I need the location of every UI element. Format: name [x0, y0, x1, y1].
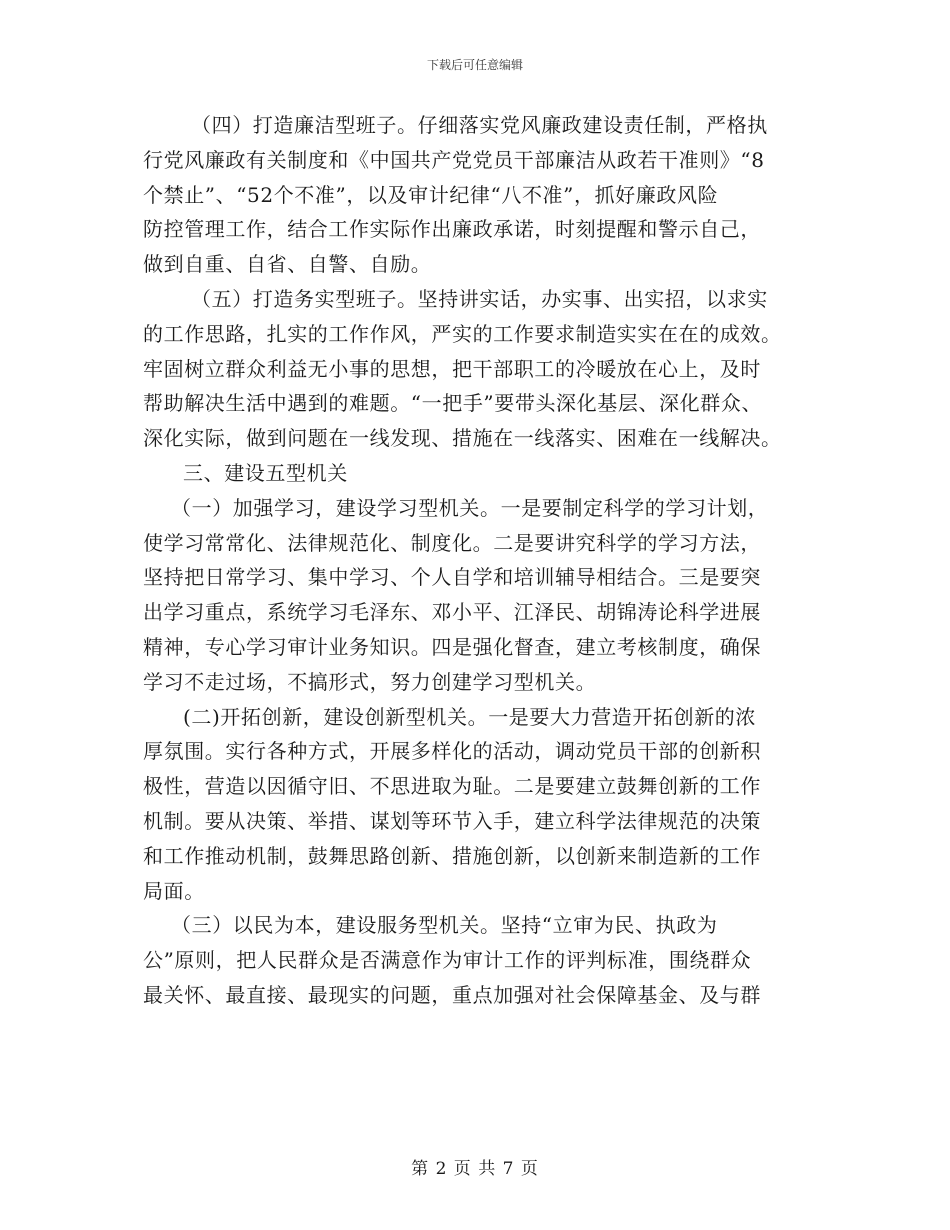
text-line: 牢固树立群众利益无小事的思想，把干部职工的冷暖放在心上，及时 — [143, 356, 761, 381]
page-number: 第 2 页 共 7 页 — [411, 1159, 539, 1179]
text-line: （五）打造务实型班子。坚持讲实话，办实事、出实招，以求实 — [191, 286, 768, 311]
text-line: （一）加强学习，建设学习型机关。一是要制定科学的学习计划， — [171, 495, 769, 520]
text-line: （四）打造廉洁型班子。仔细落实党风廉政建设责任制，严格执 — [191, 113, 768, 137]
text-line: 厚氛围。实行各种方式，开展多样化的活动，调动党员干部的创新积 — [143, 739, 761, 764]
text-line: 使学习常常化、法律规范化、制度化。二是要讲究科学的学习方法， — [143, 530, 761, 555]
text-line: 机制。要从决策、举措、谋划等环节入手，建立科学法律规范的决策 — [143, 808, 761, 833]
text-line: 极性，营造以因循守旧、不思进取为耻。二是要建立鼓舞创新的工作 — [143, 774, 761, 799]
text-line: （三）以民为本，建设服务型机关。坚持“立审为民、执政为 — [171, 913, 718, 938]
text-line: 公”原则，把人民群众是否满意作为审计工作的评判标准，围绕群众 — [143, 948, 752, 973]
text-line: 学习不走过场，不搞形式，努力创建学习型机关。 — [143, 669, 597, 694]
text-line: 帮助解决生活中遇到的难题。“一把手”要带头深化基层、深化群众、 — [143, 391, 763, 416]
document-body — [143, 108, 808, 1013]
text-line: 最关怀、最直接、最现实的问题，重点加强对社会保障基金、及与群 — [143, 982, 761, 1007]
text-line: 和工作推动机制，鼓舞思路创新、措施创新，以创新来制造新的工作 — [143, 843, 761, 868]
text-line: 局面。 — [143, 878, 205, 903]
text-line: 深化实际，做到问题在一线发现、措施在一线落实、困难在一线解决。 — [143, 426, 782, 451]
text-line: (二)开拓创新，建设创新型机关。一是要大力营造开拓创新的浓 — [183, 704, 757, 729]
text-line: 做到自重、自省、自警、自励。 — [143, 252, 432, 277]
text-line: 坚持把日常学习、集中学习、个人自学和培训辅导相结合。三是要突 — [143, 565, 761, 590]
text-line: 防控管理工作，结合工作实际作出廉政承诺，时刻提醒和警示自己， — [143, 217, 761, 242]
header-note: 下载后可任意编辑 — [426, 58, 523, 72]
text-line: 行党风廉政有关制度和《中国共产党党员干部廉洁从政若干准则》“8 — [143, 147, 765, 172]
text-line: 三、建设五型机关 — [183, 460, 348, 485]
text-line: 的工作思路，扎实的工作作风，严实的工作要求制造实实在在的成效。 — [143, 321, 782, 346]
text-line: 精神，专心学习审计业务知识。四是强化督查，建立考核制度，确保 — [143, 634, 761, 659]
text-line: 个禁止”、“52个不准”，以及审计纪律“八不准”，抓好廉政风险 — [143, 182, 719, 207]
text-line: 出学习重点，系统学习毛泽东、邓小平、江泽民、胡锦涛论科学进展 — [143, 600, 761, 625]
